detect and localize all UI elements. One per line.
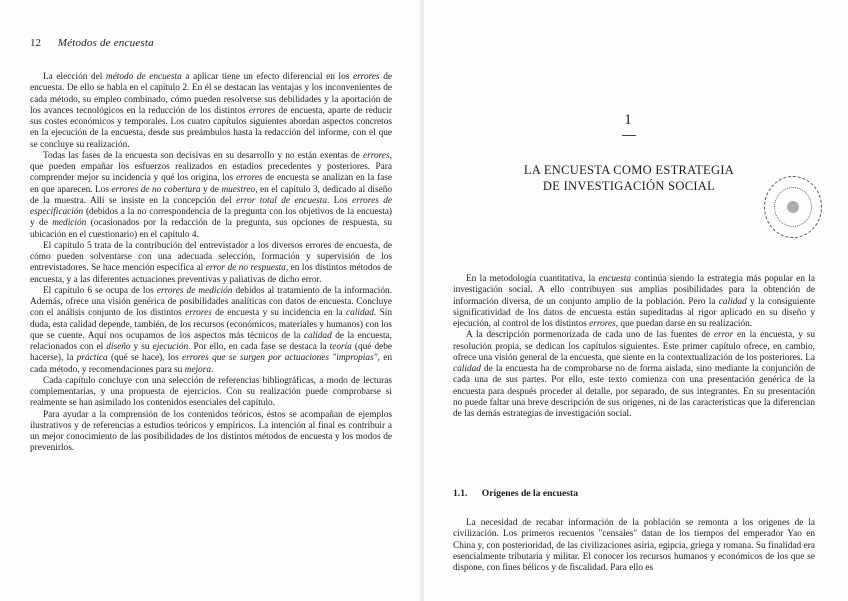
left-body-text (30, 72, 392, 455)
chapter-rule (622, 135, 636, 136)
paragraph: Para ayudar a la comprensión de los contenidos teóricos, éstos se acompañan de ejemplos ilustrativos y de referencias a estudios teóricos y empíricos. La intención al final es contribuir a un mejor conocimiento de las posibilidades de los distintos métodos de encuesta y los modos de prevenirlos. (30, 409, 392, 454)
section-number: 1.1. (453, 488, 468, 499)
section-title: Orígenes de la encuesta (481, 488, 578, 499)
chapter-title-line-2: DE INVESTIGACIÓN SOCIAL (542, 179, 716, 193)
right-page (424, 0, 848, 601)
running-title: Métodos de encuesta (57, 37, 154, 49)
paragraph: Todas las fases de la encuesta son decisivas en su desarrollo y no están exentas de errores, que pueden empañar los esfuerzos realizados en estadios precedentes y posteriores. Para comprender mejor su incidencia y qué los origina, los errores de encuesta se analizan en la fase en que aparecen. Los errores de no cobertura y de muestreo, en el capítulo 3, dedicado al diseño de la muestra. Allí se insiste en la concepción del error total de encuesta. Los errores de especificación (debidos a la no correspondencia de la pregunta con los objetivos de la encuesta) y de medición (ocasionados por la redacción de la pregunta, sus opciones de respuesta, su ubicación en el cuestionario) en el capítulo 4. (30, 150, 393, 240)
page-header (30, 37, 154, 49)
paragraph: A la descripción pormenorizada de cada uno de las fuentes de error en la encuesta, y su resolución propia, se dedican los capítulos siguientes. Este primer capítulo ofrece, en cambio, ofrece una visión general de la encuesta, que siente en la contextualización de los posteriores. La calidad de la encuesta ha de comprobarse no de forma aislada, sino mediante la conjunción de cada una de sus partes. Por ello, este texto comienza con una presentación genérica de la encuesta para después proceder al detalle, por separado, de sus integrantes. En su presentación no puede faltar una breve descripción de sus orígenes, ni de las características que la diferencian de las demás estrategias de investigación social. (453, 330, 815, 419)
right-body-text (453, 274, 815, 420)
chapter-number: 1 (624, 112, 634, 128)
right-body-text-2 (453, 518, 815, 574)
paragraph: La necesidad de recabar información de la población se remonta a los orígenes de la civilización. Los primeros recuentos "censales" datan de los tiempos del emperador Yao en China y, con posterioridad, de las civilizaciones asiria, egipcia, griega y romana. Su finalidad era esencialmente tributaria y militar. El conocer los recursos humanos y económicos de los que se dispone, con fines bélicos y de fiscalidad. Para ello es (453, 518, 815, 573)
section-heading (453, 488, 578, 499)
paragraph: En la metodología cuantitativa, la encuesta continúa siendo la estrategia más popular en la investigación social. A ello contribuyen sus amplias posibilidades para la obtención de información diversa, de un conjunto amplio de la población. Pero la calidad y la consiguiente significatividad de los datos de encuesta están supeditadas al rigor aplicado en su diseño y ejecución, al control de los distintos errores, que puedan darse en su realización. (453, 274, 815, 329)
paragraph: La elección del método de encuesta a aplicar tiene un efecto diferencial en los errores de encuesta. De ello se habla en el capítulo 2. En él se destacan las ventajas y los inconvenientes de cada método, su empleo combinado, cómo pueden resolverse sus debilidades y la aportación de los avances tecnológicos en la reducción de los distintos errores de encuesta, aparte de reducir sus costes económicos y temporales. Los cuatro capítulos siguientes abordan aspectos concretos en la ejecución de la encuesta, desde sus preámbulos hasta la redacción del informe, con el que se concluye su realización. (30, 72, 392, 150)
library-stamp-icon (764, 176, 822, 238)
paragraph: Cada capítulo concluye con una selección de referencias bibliográficas, a modo de lecturas complementarias, y una propuesta de ejercicios. Con su realización puede comprobarse si realmente se han asimilado los contenidos esenciales del capítulo. (30, 375, 392, 409)
paragraph: El capítulo 6 se ocupa de los errores de medición debidos al tratamiento de la información. Además, ofrece una visión genérica de posibilidades analíticas con datos de encuesta. Concluye con el análisis conjunto de los distintos errores de encuesta y su incidencia en la calidad. Sin duda, esta calidad depende, también, de los recursos (económicos, materiales y humanos) con los que se cuente. Aquí nos ocupamos de los aspectos más técnicos de la calidad de la encuesta, relacionados con el diseño y su ejecución. Por ello, en cada fase se destaca la teoría (qué debe hacerse), la práctica (qué se hace), los errores que se surgen por actuaciones "impropias", en cada método, y recomendaciones para su mejora. (30, 285, 393, 375)
chapter-heading (519, 112, 739, 194)
page-number: 12 (30, 37, 41, 49)
paragraph: El capítulo 5 trata de la contribución del entrevistador a los diversos errores de encuesta, de cómo pueden solventarse con una adecuada selección, formación y supervisión de los entrevistadores. Se hace mención específica al error de no respuesta, en los distintos métodos de encuesta, y a las diferentes actuaciones preventivas y paliativas de dicho error. (30, 240, 392, 285)
left-page (0, 0, 420, 601)
chapter-title-line-1: LA ENCUESTA COMO ESTRATEGIA (523, 163, 735, 177)
